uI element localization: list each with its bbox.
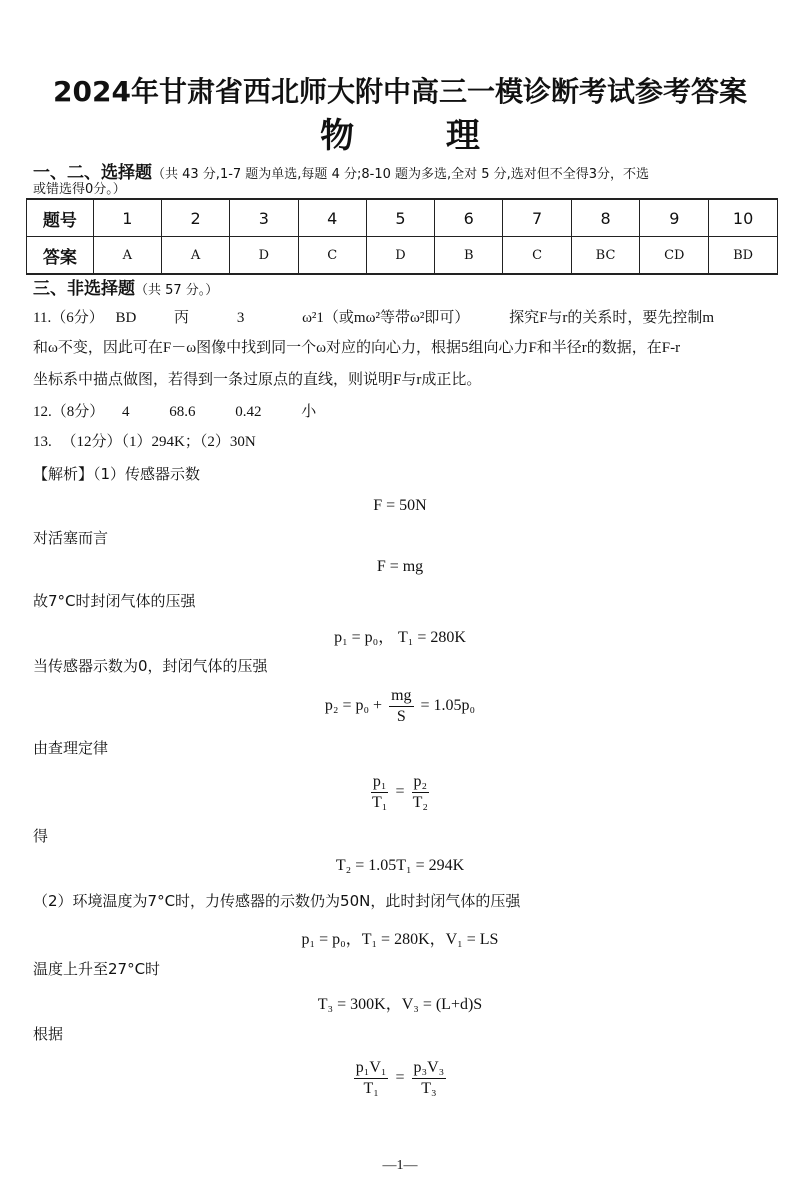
q12-line bbox=[33, 402, 316, 422]
answer-cell: A bbox=[93, 237, 161, 275]
equation bbox=[0, 624, 800, 647]
row-label: 题号 bbox=[27, 199, 94, 237]
question-number-cell: 4 bbox=[298, 199, 366, 237]
question-number-cell: 8 bbox=[571, 199, 640, 237]
section3-note: （共 57 分。） bbox=[135, 283, 219, 298]
q11-answer: BD bbox=[115, 310, 137, 326]
answer-cell: BC bbox=[571, 237, 640, 275]
question-number-cell: 9 bbox=[640, 199, 709, 237]
fraction bbox=[389, 686, 413, 727]
numerator: p₂ bbox=[412, 772, 430, 793]
equation bbox=[0, 1058, 800, 1099]
section1-note-line2: 或错选得0分。） bbox=[33, 182, 126, 197]
equation: F = 50N bbox=[373, 497, 427, 514]
q11-line1 bbox=[33, 308, 714, 328]
document-title: 2024年甘肃省西北师大附中高三一模诊断考试参考答案 bbox=[53, 75, 747, 108]
equation: T₃ = 300K，V₃ = (L+d)S bbox=[317, 996, 483, 1013]
q12-answer: 0.42 bbox=[235, 404, 262, 420]
solution-text: 根据 bbox=[33, 1025, 64, 1043]
answer-cell: CD bbox=[640, 237, 709, 275]
question-number-cell: 5 bbox=[366, 199, 434, 237]
section1-title: 一、二、选择题 bbox=[33, 163, 152, 183]
equation-part: T₁ = 280K bbox=[397, 629, 466, 646]
q11-line2: 和ω不变，因此可在F－ω图像中找到同一个ω对应的向心力，根据5组向心力F和半径r的数据，在F-r bbox=[33, 340, 681, 356]
numerator: mg bbox=[389, 686, 413, 707]
answer-cell: D bbox=[230, 237, 298, 275]
q13-summary: （12分）（1）294K；（2）30N bbox=[61, 434, 256, 450]
q12-answer: 小 bbox=[301, 404, 317, 420]
answer-cell: B bbox=[435, 237, 503, 275]
q11-answer: 丙 bbox=[174, 310, 190, 326]
equation: F = mg bbox=[376, 558, 424, 575]
q12-answer: 68.6 bbox=[169, 404, 196, 420]
table-row bbox=[27, 237, 778, 275]
solution-text: 当传感器示数为0，封闭气体的压强 bbox=[33, 657, 268, 675]
equation-part: = 1.05p₀ bbox=[420, 697, 476, 715]
answer-cell: A bbox=[161, 237, 229, 275]
solution-intro: 【解析】（1）传感器示数 bbox=[33, 465, 201, 483]
numerator: p₁ bbox=[371, 772, 389, 793]
q11-label: 11.（6分） bbox=[33, 310, 104, 326]
q13-label: 13. bbox=[33, 434, 52, 450]
section1-note: （共 43 分,1-7 题为单选,每题 4 分;8-10 题为多选,全对 5 分,选对但不全得3分，不选 bbox=[152, 167, 650, 182]
equation bbox=[0, 686, 800, 727]
row-label: 答案 bbox=[27, 237, 94, 275]
q11-answer: 探究F与r的关系时，要先控制m bbox=[509, 310, 715, 326]
answer-cell: BD bbox=[709, 237, 778, 275]
question-number-cell: 10 bbox=[709, 199, 778, 237]
section3-title: 三、非选择题 bbox=[33, 279, 135, 299]
answer-cell: C bbox=[298, 237, 366, 275]
q11-line3: 坐标系中描点做图，若得到一条过原点的直线，则说明F与r成正比。 bbox=[33, 372, 482, 388]
equation bbox=[0, 772, 800, 813]
question-number-cell: 2 bbox=[161, 199, 229, 237]
solution-text: 由查理定律 bbox=[33, 739, 109, 757]
equation-part: p₂ = p₀ + bbox=[324, 697, 383, 715]
denominator: T₁ bbox=[372, 794, 388, 811]
numerator: p₃V₃ bbox=[412, 1058, 447, 1079]
equation: T₂ = 1.05T₁ = 294K bbox=[335, 857, 465, 874]
equals-sign: = bbox=[395, 1069, 405, 1087]
page-number: —1— bbox=[382, 1158, 418, 1173]
solution-text: 对活塞而言 bbox=[33, 529, 109, 547]
denominator: T₂ bbox=[412, 794, 428, 811]
answer-table bbox=[26, 198, 778, 275]
question-number-cell: 3 bbox=[230, 199, 298, 237]
question-number-cell: 1 bbox=[93, 199, 161, 237]
q13-line bbox=[33, 432, 256, 452]
denominator: T₃ bbox=[421, 1080, 437, 1097]
denominator: S bbox=[396, 708, 406, 725]
equation: p₁ = p₀，T₁ = 280K，V₁ = LS bbox=[301, 931, 499, 948]
q12-label: 12.（8分） bbox=[33, 404, 105, 420]
question-number-cell: 7 bbox=[503, 199, 571, 237]
q11-answer: 3 bbox=[236, 310, 245, 326]
subject-title: 物 理 bbox=[320, 116, 520, 156]
section3-heading bbox=[33, 274, 218, 299]
solution-text: 得 bbox=[33, 827, 49, 845]
answer-cell: C bbox=[503, 237, 571, 275]
fraction bbox=[412, 1058, 447, 1099]
fraction bbox=[412, 772, 430, 813]
numerator: p₁V₁ bbox=[354, 1058, 389, 1079]
q11-answer: ω²1（或mω²等带ω²即可） bbox=[302, 310, 470, 326]
fraction bbox=[371, 772, 389, 813]
table-row bbox=[27, 199, 778, 237]
solution-text: （2）环境温度为7°C时，力传感器的示数仍为50N，此时封闭气体的压强 bbox=[33, 892, 521, 910]
solution-text: 温度上升至27°C时 bbox=[33, 960, 161, 978]
solution-text: 故7°C时封闭气体的压强 bbox=[33, 592, 196, 610]
denominator: T₁ bbox=[363, 1080, 379, 1097]
q12-answer: 4 bbox=[122, 404, 130, 420]
question-number-cell: 6 bbox=[435, 199, 503, 237]
fraction bbox=[354, 1058, 389, 1099]
answer-cell: D bbox=[366, 237, 434, 275]
equals-sign: = bbox=[395, 783, 405, 801]
equation-part: p₁ = p₀， bbox=[334, 629, 395, 646]
